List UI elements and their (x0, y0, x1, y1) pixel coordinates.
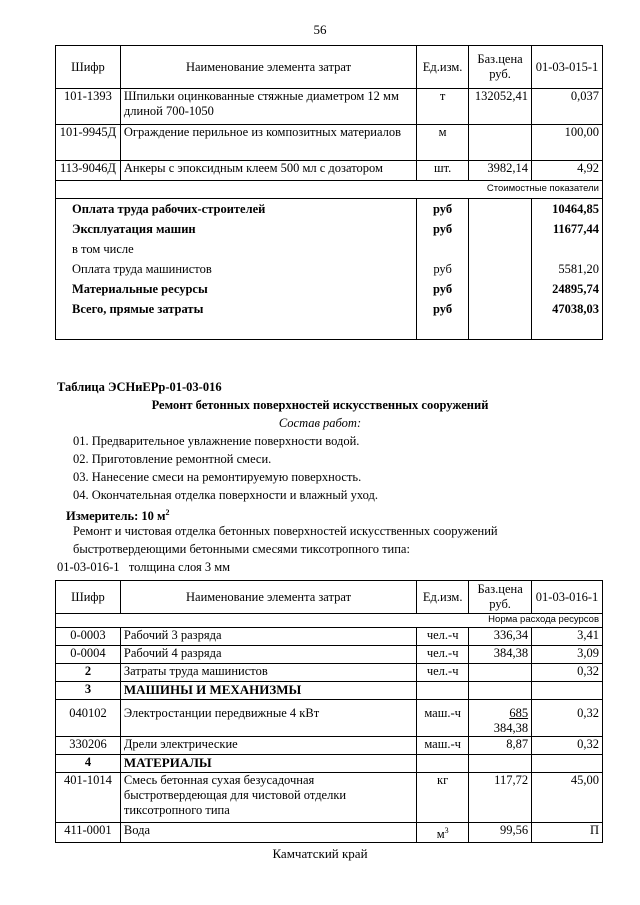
table-row: 101-9945Д Ограждение перильное из композитных материалов м 100,00 (56, 125, 603, 161)
works-caption: Состав работ: (278, 416, 362, 430)
col-header-code: Шифр (56, 581, 121, 614)
table-row: 113-9046Д Анкеры с эпоксидным клеем 500 мл с дозатором шт. 3982,14 4,92 (56, 161, 603, 181)
col-header-code: Шифр (56, 46, 121, 89)
work-item: 02. Приготовление ремонтной смеси. (73, 452, 272, 466)
table-row: 411-0001 Вода $м^3$ 99,56 П (56, 823, 603, 843)
work-item: 04. Окончательная отделка поверхности и влажный уход. (73, 488, 378, 502)
table-subtitle: Ремонт бетонных поверхностей искусственных сооружений (151, 398, 489, 412)
work-item: 03. Нанесение смеси на ремонтируемую поверхность. (73, 470, 362, 484)
page-number: 56 (313, 22, 327, 37)
meter-label: Измеритель: 10 $м^2$ (66, 508, 170, 524)
col-header-price: Баз.цена руб. (469, 46, 532, 89)
cost-caption: Стоимостные показатели (56, 181, 603, 199)
table-row: 040102 Электростанции передвижные 4 кВт маш.-ч 685 384,38 0,32 (56, 700, 603, 737)
item-line: 01-03-016-1 толщина слоя 3 мм (57, 560, 231, 574)
table-row: 101-1393 Шпильки оцинкованные стяжные диаметром 12 мм длиной 700-1050 т 132052,41 0,037 (56, 89, 603, 125)
summary-row: в том числе (56, 239, 603, 259)
footer-region: Камчатский край (272, 846, 368, 861)
description: быстротвердеющими бетонными смесями тиксотропного типа: (73, 542, 410, 556)
resource-table-2 (55, 580, 603, 843)
table-title: Таблица ЭСНиЕРр-01-03-016 (57, 380, 222, 394)
col-header-unit: Ед.изм. (417, 46, 469, 89)
norm-caption: Норма расхода ресурсов (56, 614, 603, 628)
col-header-unit: Ед.изм. (417, 581, 469, 614)
resource-table-1 (55, 45, 603, 340)
table-row: 2 Затраты труда машинистов чел.-ч 0,32 (56, 664, 603, 682)
col-header-norm: 01-03-016-1 (532, 581, 603, 614)
table-row: 0-0003 Рабочий 3 разряда чел.-ч 336,34 3,41 (56, 628, 603, 646)
work-item: 01. Предварительное увлажнение поверхности водой. (73, 434, 360, 448)
table-row: 0-0004 Рабочий 4 разряда чел.-ч 384,38 3,09 (56, 646, 603, 664)
col-header-name: Наименование элемента затрат (120, 46, 416, 89)
table-row: 401-1014 Смесь бетонная сухая безусадочная быстротвердеющая для чистовой отделки тиксотропного типа кг 117,72 45,00 (56, 773, 603, 823)
summary-row: Эксплуатация машин руб 11677,44 (56, 219, 603, 239)
col-header-name: Наименование элемента затрат (120, 581, 416, 614)
summary-row: Материальные ресурсы руб 24895,74 (56, 279, 603, 299)
summary-row: Оплата труда рабочих-строителей руб 10464,85 (56, 199, 603, 220)
col-header-norm: 01-03-015-1 (532, 46, 603, 89)
summary-row: Оплата труда машинистов руб 5581,20 (56, 259, 603, 279)
table-row: 330206 Дрели электрические маш.-ч 8,87 0,32 (56, 737, 603, 755)
table-row: 4 МАТЕРИАЛЫ (56, 755, 603, 773)
description: Ремонт и чистовая отделка бетонных поверхностей искусственных сооружений (73, 524, 498, 538)
table-row: 3 МАШИНЫ И МЕХАНИЗМЫ (56, 682, 603, 700)
col-header-price: Баз.цена руб. (469, 581, 532, 614)
summary-row: Всего, прямые затраты руб 47038,03 (56, 299, 603, 319)
